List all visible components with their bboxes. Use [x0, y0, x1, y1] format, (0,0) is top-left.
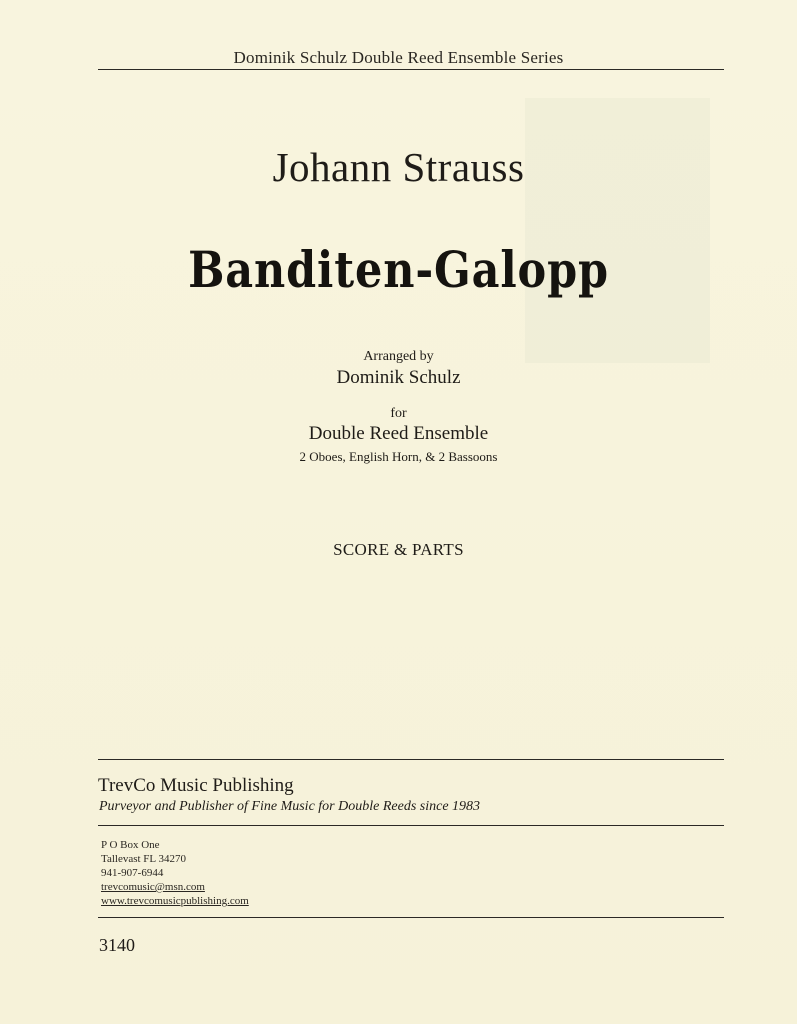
for-label: for — [390, 406, 407, 421]
arranger-name: Dominik Schulz — [336, 367, 461, 388]
bleed-through-shade — [525, 98, 710, 363]
edition-format: SCORE & PARTS — [333, 540, 464, 559]
phone-number: 941-907-6944 — [101, 867, 164, 879]
composer-name: Johann Strauss — [272, 144, 525, 190]
contact-divider — [98, 917, 724, 918]
contact-block — [101, 838, 249, 908]
arranged-by-label: Arranged by — [363, 349, 434, 364]
publisher-name: TrevCo Music Publishing — [98, 775, 294, 796]
work-title: Banditen-Galopp — [188, 240, 609, 299]
website-link[interactable]: www.trevcomusicpublishing.com — [101, 895, 249, 907]
ensemble-name: Double Reed Ensemble — [308, 423, 489, 444]
email-link[interactable]: trevcomusic@msn.com — [101, 881, 205, 893]
publisher-bottom-divider — [98, 825, 724, 826]
publisher-top-divider — [98, 759, 724, 760]
catalog-number: 3140 — [99, 935, 135, 955]
header-divider — [98, 69, 724, 70]
address-line-2: Tallevast FL 34270 — [101, 853, 186, 865]
address-line-1: P O Box One — [101, 839, 160, 851]
publisher-tagline: Purveyor and Publisher of Fine Music for Double Reeds since 1983 — [99, 799, 481, 814]
series-title: Dominik Schulz Double Reed Ensemble Series — [233, 48, 564, 67]
instrumentation: 2 Oboes, English Horn, & 2 Bassoons — [299, 449, 498, 464]
